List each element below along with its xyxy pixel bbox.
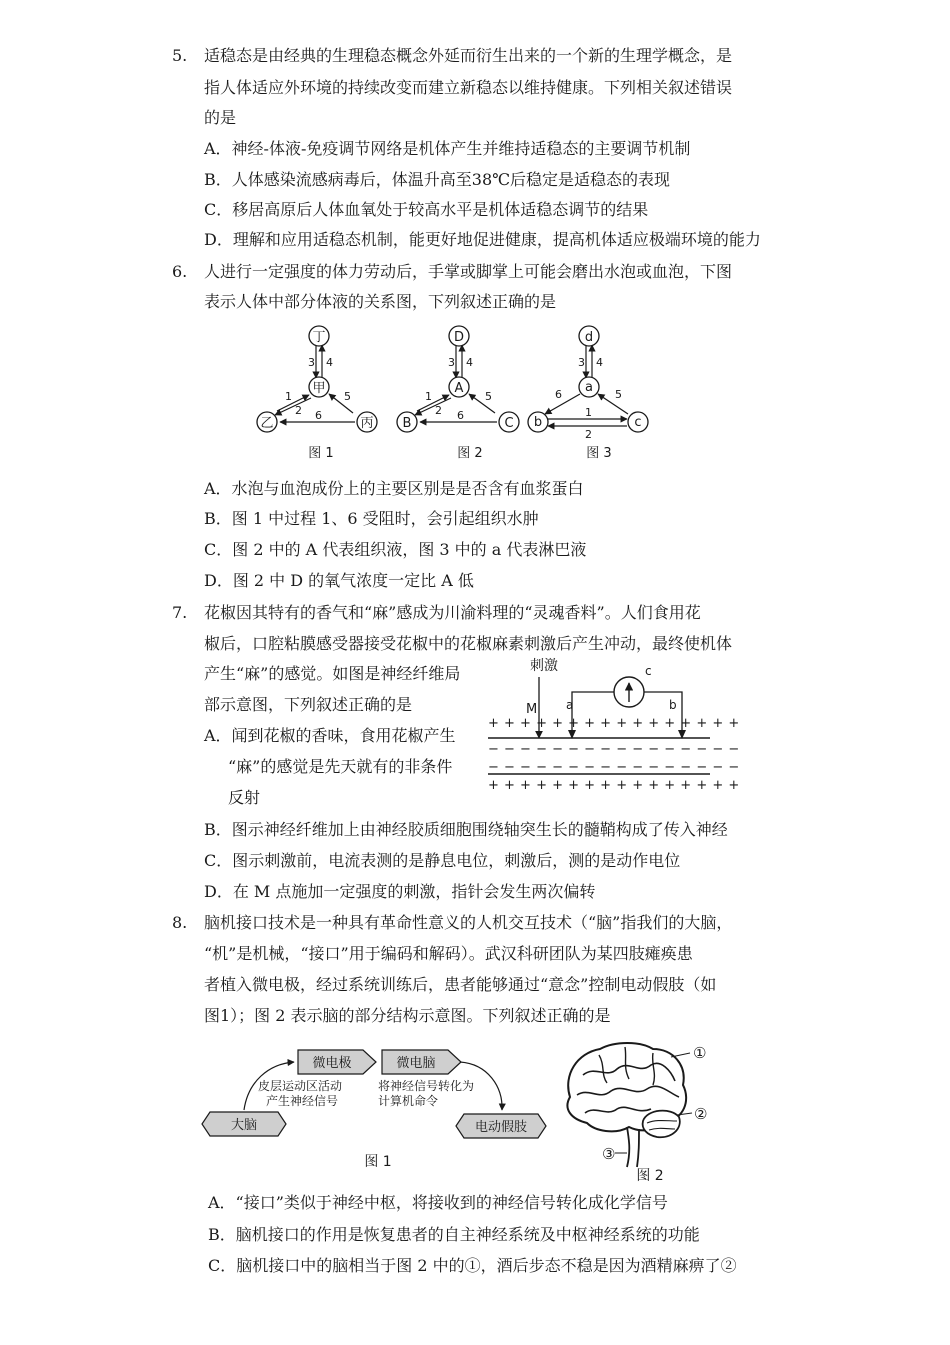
note-convert-2: 计算机命令 — [378, 1094, 439, 1108]
fig2-num-5: 5 — [485, 390, 492, 403]
q6-option-d: D．图 2 中 D 的氧气浓度一定比 A 低 — [204, 571, 474, 590]
q7-option-b: B．图示神经纤维加上由神经胶质细胞围绕轴突生长的髓鞘构成了传入神经 — [204, 820, 728, 839]
q6-stem-line-2: 表示人体中部分体液的关系图，下列叙述正确的是 — [204, 292, 557, 311]
limb-label: 电动假肢 — [474, 1120, 528, 1135]
q8-option-c: C．脑机接口中的脑相当于图 2 中的①，酒后步态不稳是因为酒精麻痹了② — [208, 1256, 737, 1275]
q7-option-d: D．在 M 点施加一定强度的刺激，指针会发生两次偏转 — [204, 882, 596, 901]
q8-stem-line-3: 者植入微电极，经过系统训练后，患者能够通过“意念”控制电动假肢（如 — [204, 975, 717, 994]
fig3-num-4: 4 — [596, 356, 603, 369]
fig1-label-left: 乙 — [260, 416, 274, 431]
q7-option-a-line-2: “麻”的感觉是先天就有的非条件 — [228, 757, 453, 776]
fig2-num-2: 2 — [435, 404, 442, 417]
brain-label: 大脑 — [230, 1118, 258, 1133]
q5-option-d: D．理解和应用适稳态机制，能更好地促进健康，提高机体适应极端环境的能力 — [204, 230, 761, 249]
fig1-num-5: 5 — [344, 390, 351, 403]
note-cortex-2: 产生神经信号 — [266, 1094, 339, 1108]
q7-option-c: C．图示刺激前，电流表测的是静息电位，刺激后，测的是动作电位 — [204, 851, 681, 870]
q6-option-b: B．图 1 中过程 1、6 受阻时，会引起组织水肿 — [204, 509, 539, 528]
q6-option-c: C．图 2 中的 A 代表组织液，图 3 中的 a 代表淋巴液 — [204, 540, 587, 559]
fig3-label-left: b — [533, 415, 543, 430]
q5-option-c: C．移居高原后人体血氧处于较高水平是机体适稳态调节的结果 — [204, 200, 649, 219]
fig1-label-center: 甲 — [312, 381, 326, 396]
q5-stem-line-3: 的是 — [204, 108, 237, 127]
fig3-num-3: 3 — [578, 356, 585, 369]
q7-option-a-line-3: 反射 — [228, 788, 261, 807]
q6-stem-line-1: 人进行一定强度的体力劳动后，手掌或脚掌上可能会磨出水泡或血泡，下图 — [204, 262, 733, 281]
electrode-label: 微电极 — [312, 1056, 352, 1071]
fig3-num-6: 6 — [555, 388, 562, 401]
q8-stem-line-2: “机”是机械，“接口”用于编码和解码）。武汉科研团队为某四肢瘫痪患 — [204, 944, 693, 963]
meter-label-c: c — [645, 664, 652, 678]
q8-option-a: A．“接口”类似于神经中枢，将接收到的神经信号转化成化学信号 — [208, 1193, 668, 1212]
q8-number: 8. — [172, 913, 188, 932]
label-3: ③ — [602, 1145, 616, 1163]
fig2-label-left: B — [402, 416, 412, 431]
fig2-num-1: 1 — [425, 390, 432, 403]
fig2-label-right: C — [504, 416, 514, 431]
label-2: ② — [694, 1105, 708, 1123]
q5-number: 5. — [172, 46, 188, 65]
note-convert-1: 将神经信号转化为 — [378, 1079, 475, 1093]
q5-option-a: A．神经-体液-免疫调节网络是机体产生并维持适稳态的主要调节机制 — [204, 139, 691, 158]
charge-row-outer-top: + + + + + + + + + + + + + + + + — [488, 716, 740, 731]
q6-number: 6. — [172, 262, 188, 281]
q7-stem-line-4: 部示意图，下列叙述正确的是 — [204, 695, 413, 714]
fig1-num-3: 3 — [308, 356, 315, 369]
cerebellum — [643, 1111, 680, 1138]
brainstem — [627, 1127, 639, 1167]
fig2-label-top: D — [453, 330, 465, 345]
q8-fig1-flow — [198, 1042, 558, 1177]
q6-fluid-diagrams — [245, 320, 705, 465]
fig2-num-6: 6 — [457, 409, 464, 422]
fig3-caption: 图 3 — [586, 446, 612, 461]
q5-stem-line-2: 指人体适应外环境的持续改变而建立新稳态以维持健康。下列相关叙述错误 — [204, 78, 733, 97]
q7-option-a-line-1: A．闻到花椒的香味，食用花椒产生 — [204, 726, 456, 745]
fig2-label-center: A — [454, 381, 464, 396]
q5-option-b: B．人体感染流感病毒后，体温升高至38℃后稳定是适稳态的表现 — [204, 170, 671, 189]
q5-stem-line-1: 适稳态是由经典的生理稳态概念外延而衍生出来的一个新的生理学概念，是 — [204, 46, 733, 65]
q8-stem-line-4: 图1）；图 2 表示脑的部分结构示意图。下列叙述正确的是 — [204, 1006, 611, 1025]
q8-stem-line-1: 脑机接口技术是一种具有革命性意义的人机交互技术（“脑”指我们的大脑， — [204, 913, 733, 932]
fig1-num-1: 1 — [285, 390, 292, 403]
fig2-num-4: 4 — [466, 356, 473, 369]
electrode-a-label: a — [566, 698, 574, 712]
label-1: ① — [693, 1044, 707, 1062]
fig1-num-2: 2 — [295, 404, 302, 417]
stimulus-label: 刺激 — [530, 658, 558, 674]
fig2-caption: 图 2 — [636, 1168, 664, 1184]
fig3-label-right: c — [634, 415, 642, 430]
fig1-num-4: 4 — [326, 356, 333, 369]
fig1-caption: 图 1 — [308, 446, 334, 461]
q7-stem-line-2: 椒后，口腔粘膜感受器接受花椒中的花椒麻素刺激后产生冲动，最终使机体 — [204, 634, 733, 653]
q8-option-b: B．脑机接口的作用是恢复患者的自主神经系统及中枢神经系统的功能 — [208, 1225, 700, 1244]
q7-stem-line-3: 产生“麻”的感觉。如图是神经纤维局 — [204, 664, 461, 683]
fig2-caption: 图 2 — [457, 446, 483, 461]
charge-row-outer-bottom: + + + + + + + + + + + + + + + + — [488, 778, 740, 793]
q6-option-a: A．水泡与血泡成份上的主要区别是是否含有血浆蛋白 — [204, 479, 584, 498]
electrode-b-label: b — [669, 698, 677, 712]
fig1-num-6: 6 — [315, 409, 322, 422]
fig1 — [257, 326, 377, 461]
fig3-num-2: 2 — [585, 428, 592, 441]
fig1-label-right: 丙 — [360, 416, 374, 431]
fig3-num-5: 5 — [615, 388, 622, 401]
charge-row-inner-bottom: − − − − − − − − − − − − − − − − — [488, 760, 740, 775]
fig2 — [397, 326, 519, 461]
q7-number: 7. — [172, 603, 188, 622]
note-cortex-1: 皮层运动区活动 — [258, 1079, 343, 1093]
charge-row-inner-top: − − − − − − − − − − − − − − − − — [488, 742, 740, 757]
computer-label: 微电脑 — [396, 1056, 436, 1071]
fig1-caption: 图 1 — [364, 1154, 392, 1170]
fig1-label-top: 丁 — [312, 330, 326, 345]
fig3-num-1: 1 — [585, 406, 592, 419]
q8-fig2-brain — [555, 1035, 725, 1185]
point-m-label: M — [526, 702, 538, 717]
fig2-num-3: 3 — [448, 356, 455, 369]
fig3-label-center: a — [585, 380, 593, 395]
fig3 — [528, 326, 648, 461]
fig3-label-top: d — [584, 330, 594, 345]
q7-nerve-fiber-diagram — [482, 655, 740, 795]
q7-stem-line-1: 花椒因其特有的香气和“麻”感成为川渝料理的“灵魂香料”。人们食用花 — [204, 603, 701, 622]
